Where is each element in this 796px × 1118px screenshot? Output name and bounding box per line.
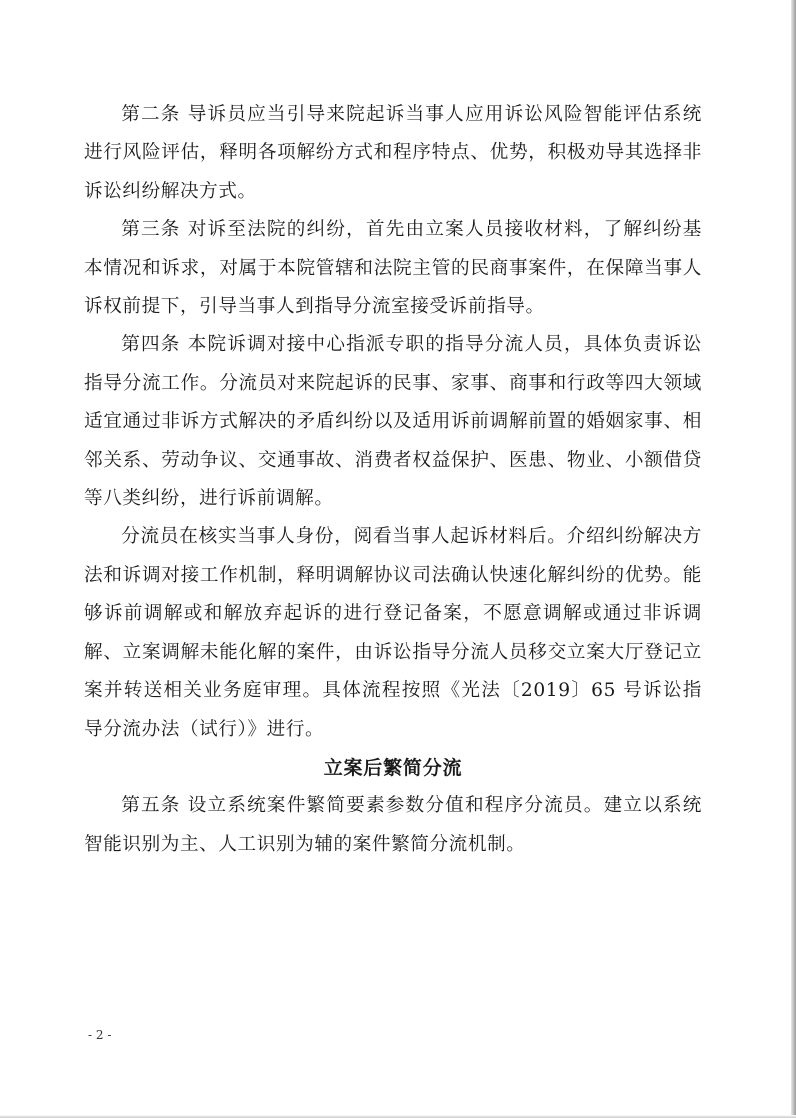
article-5-paragraph: 第五条 设立系统案件繁简要素参数分值和程序分流员。建立以系统智能识别为主、人工识别为辅的案件繁简分流机制。: [84, 795, 702, 855]
page-edge-shadow: [791, 0, 796, 1118]
document-body: [84, 96, 702, 864]
section-heading: 立案后繁简分流: [323, 756, 463, 779]
page-number: - 2 -: [88, 1028, 112, 1042]
diversion-procedure-paragraph: 分流员在核实当事人身份，阅看当事人起诉材料后。介绍纠纷解决方法和诉调对接工作机制，释明调解协议司法确认快速化解纠纷的优势。能够诉前调解或和解放弃起诉的进行登记备案，不愿意调解或通过非诉调解、立案调解未能化解的案件，由诉讼指导分流人员移交立案大厅登记立案并转送相关业务庭审理。具体流程按照《光法〔2019〕65 号诉讼指导分流办法（试行）》进行。: [84, 526, 702, 740]
article-3-paragraph: 第三条 对诉至法院的纠纷，首先由立案人员接收材料，了解纠纷基本情况和诉求，对属于本院管辖和法院主管的民商事案件，在保障当事人诉权前提下，引导当事人到指导分流室接受诉前指导。: [84, 219, 702, 318]
article-4-paragraph: 第四条 本院诉调对接中心指派专职的指导分流人员，具体负责诉讼指导分流工作。分流员对来院起诉的民事、家事、商事和行政等四大领域适宜通过非诉方式解决的矛盾纠纷以及适用诉前调解前置的婚姻家事、相邻关系、劳动争议、交通事故、消费者权益保护、医患、物业、小额借贷等八类纠纷，进行诉前调解。: [84, 334, 702, 510]
article-2-paragraph: 第二条 导诉员应当引导来院起诉当事人应用诉讼风险智能评估系统进行风险评估，释明各项解纷方式和程序特点、优势，积极劝导其选择非诉讼纠纷解决方式。: [84, 104, 702, 202]
